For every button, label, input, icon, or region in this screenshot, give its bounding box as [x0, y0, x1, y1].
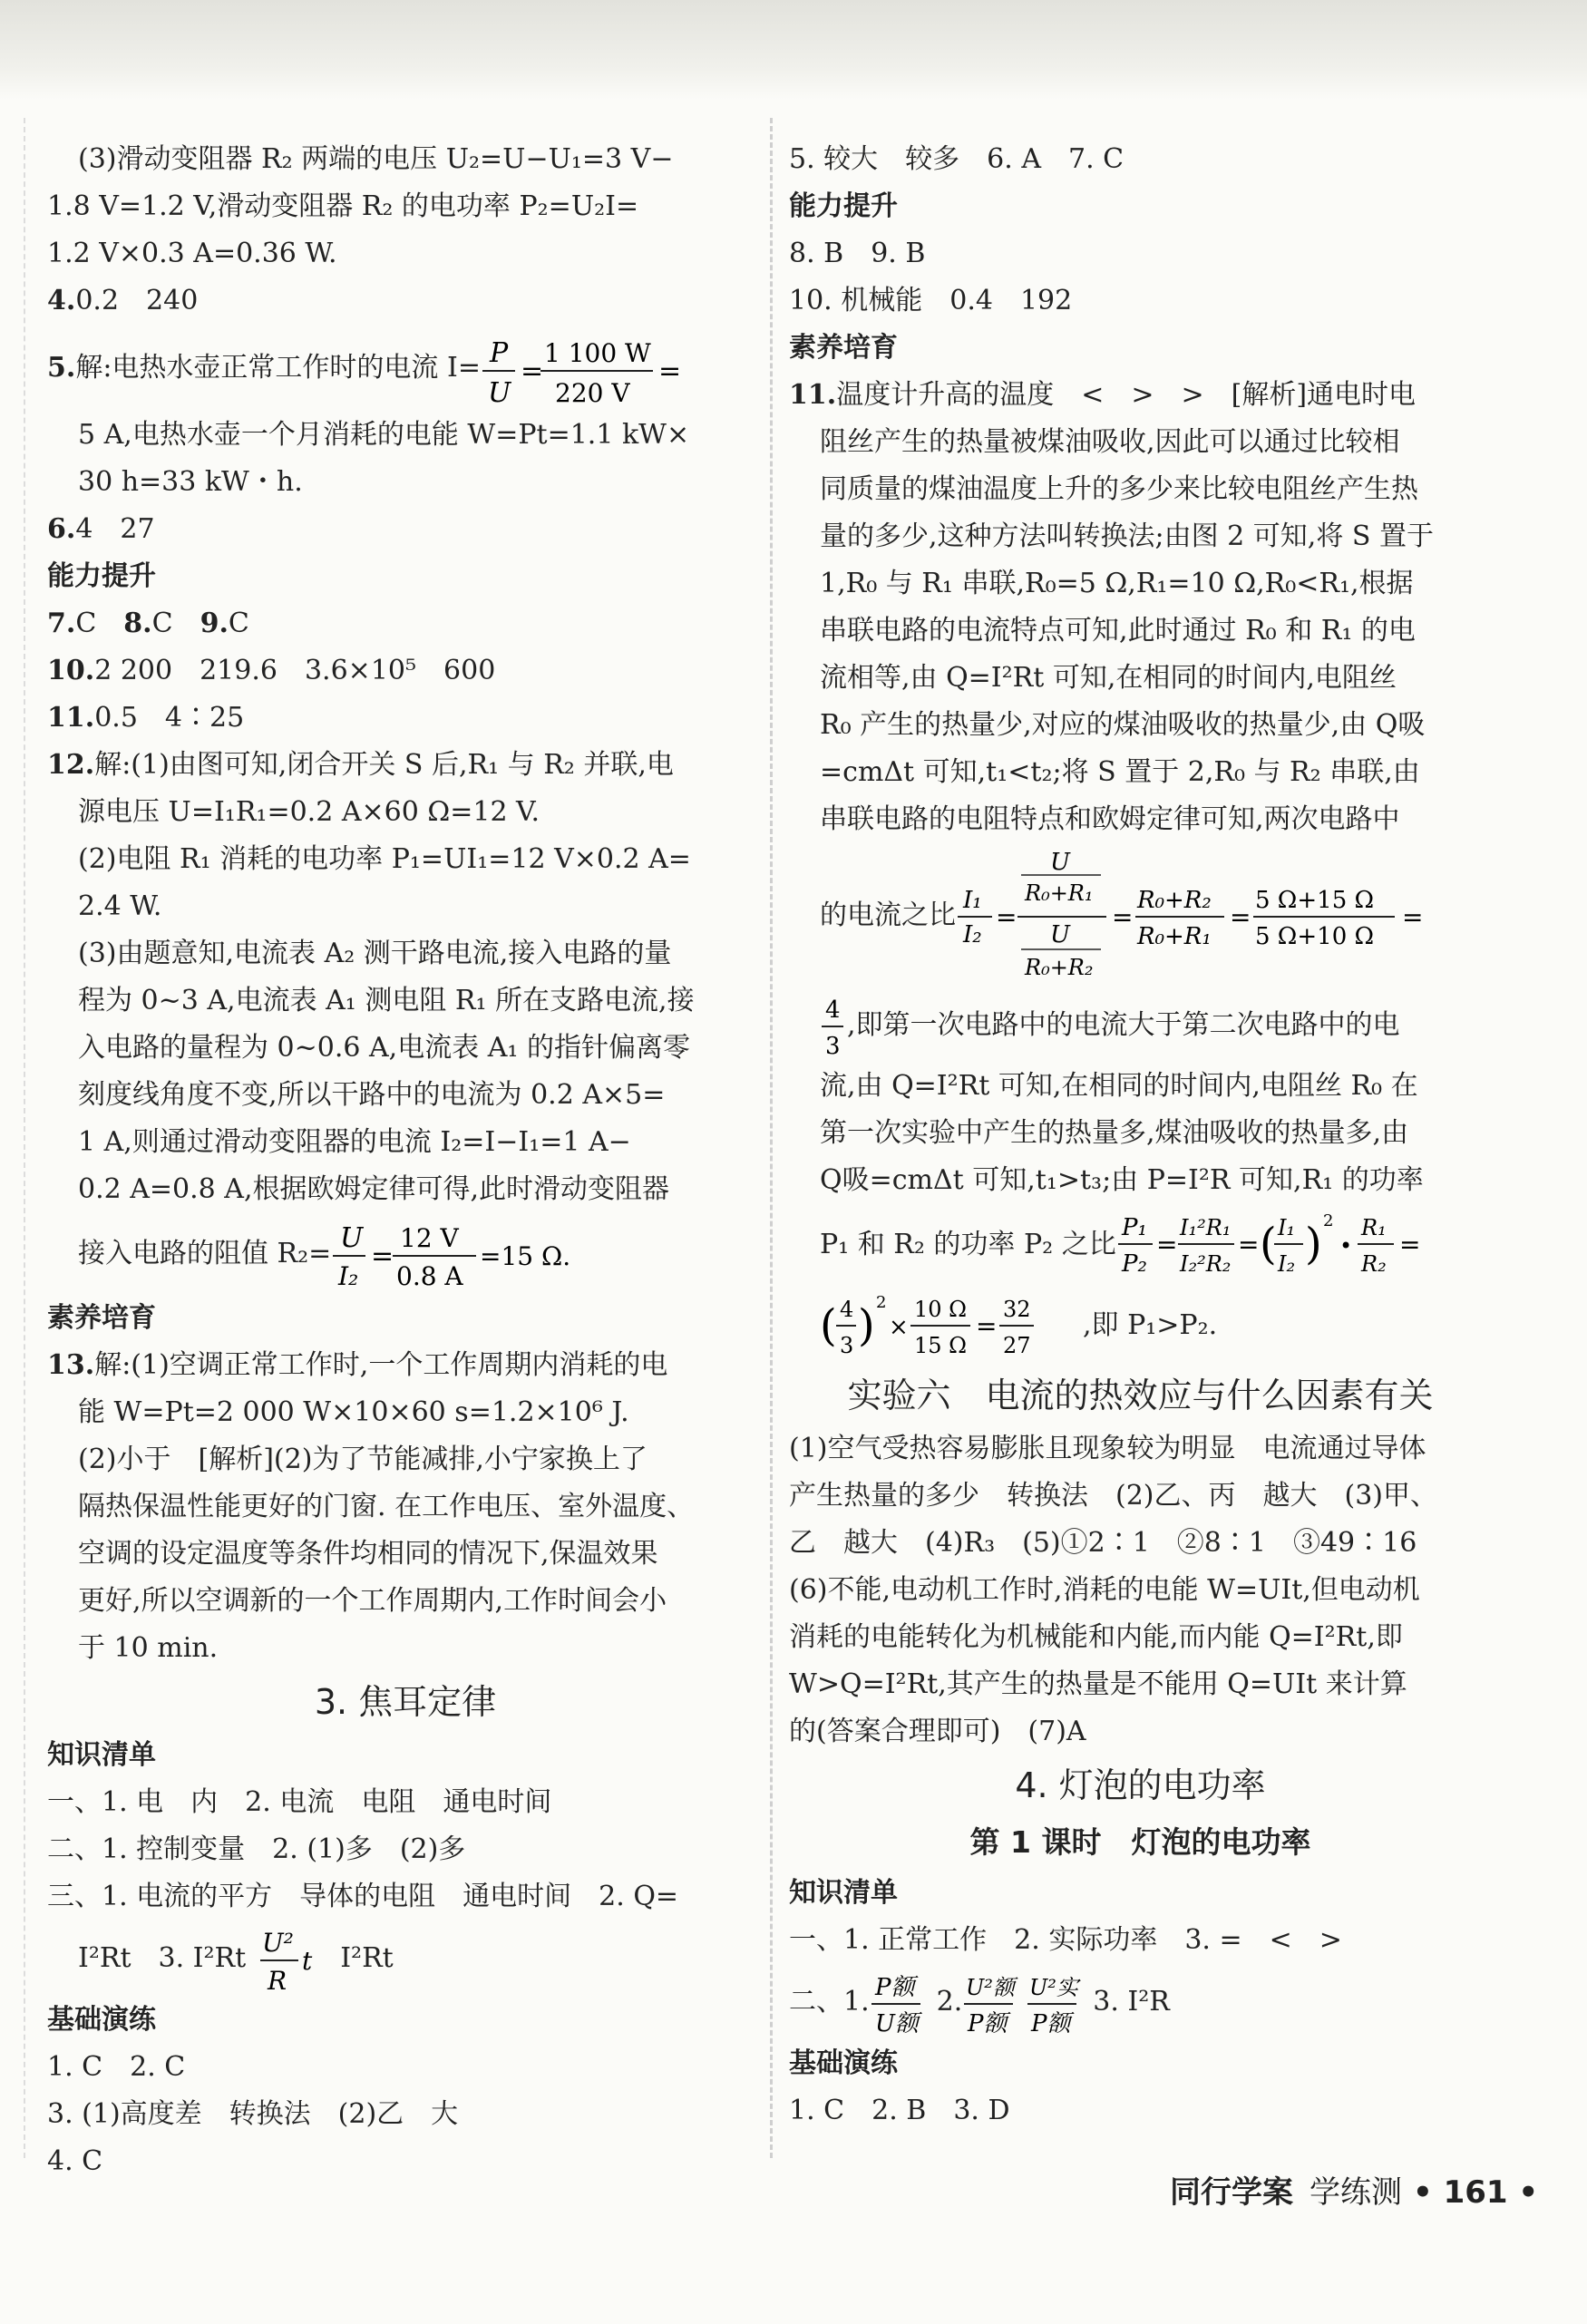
answer-line: 阻丝产生的热量被煤油吸收,因此可以通过比较相 — [820, 426, 1400, 458]
resistance-actual-fraction — [1026, 1966, 1080, 2038]
svg-text:0.8 A: 0.8 A — [396, 1261, 463, 1291]
svg-text:=: = — [976, 1311, 998, 1341]
answer-line: 8. B 9. B — [789, 238, 926, 269]
answer-line: 同质量的煤油温度上升的多少来比较电阻丝产生热 — [820, 473, 1418, 505]
experiment-line: (1)空气受热容易膨胀且现象较为明显 电流通过导体 — [789, 1433, 1426, 1464]
fraction-4-3 — [820, 990, 847, 1061]
svg-text:=: = — [1402, 902, 1424, 932]
svg-text:P额: P额 — [1031, 2010, 1071, 2037]
answer-4: 4.0.2 240 — [47, 285, 199, 316]
answer-line: 1.8 V=1.2 V,滑动变阻器 R₂ 的电功率 P₂=U₂I= — [47, 190, 639, 222]
answer-line: =cmΔt 可知,t₁<t₂;将 S 置于 2,R₀ 与 R₂ 串联,由 — [820, 756, 1420, 788]
svg-text:(: ( — [820, 1300, 837, 1351]
answer-line: 空调的设定温度等条件均相同的情况下,保温效果 — [78, 1538, 658, 1570]
svg-text:R₂: R₂ — [1360, 1251, 1387, 1277]
svg-text:R₀+R₁: R₀+R₁ — [1025, 880, 1094, 906]
answer-line: 3. (1)高度差 转换法 (2)乙 大 — [47, 2098, 459, 2130]
svg-text:U²额: U²额 — [966, 1975, 1016, 2000]
svg-text:2: 2 — [1322, 1211, 1334, 1230]
svg-text:=: = — [1398, 1230, 1421, 1259]
answer-line: 5. 较大 较多 6. A 7. C — [789, 143, 1125, 175]
svg-text:R: R — [268, 1966, 287, 1996]
svg-text:R₀+R₂: R₀+R₂ — [1137, 887, 1212, 914]
answer-line: 于 10 min. — [78, 1632, 219, 1664]
svg-text:I₂: I₂ — [963, 921, 982, 948]
svg-text:12 V: 12 V — [400, 1223, 460, 1253]
power-formula — [258, 1922, 331, 1995]
knowledge-line: 一、1. 正常工作 2. 实际功率 3. = < > — [789, 1924, 1342, 1956]
scan-shadow — [0, 0, 1587, 100]
answer-line: 1. C 2. C — [47, 2051, 186, 2083]
knowledge-line: 三、1. 电流的平方 导体的电阻 通电时间 2. Q= — [47, 1881, 679, 1912]
answer-line: 第一次实验中产生的热量多,煤油吸收的热量多,由 — [820, 1117, 1409, 1149]
section-heading: 素养培育 — [47, 1302, 156, 1334]
answer-line: 串联电路的电阻特点和欧姆定律可知,两次电路中 — [820, 803, 1400, 835]
svg-text:U: U — [1050, 849, 1070, 876]
svg-text:R₁: R₁ — [1360, 1215, 1387, 1240]
section-title: 实验六 电流的热效应与什么因素有关 — [847, 1376, 1434, 1415]
answer-10: 10.2 200 219.6 3.6×10⁵ 600 — [47, 655, 496, 686]
answer-5-formula: 5. 解:电热水壶正常工作时的电流 I= P U = 1 100 W 220 V = — [47, 325, 764, 412]
section-heading: 知识清单 — [47, 1739, 156, 1771]
svg-text:=15 Ω.: =15 Ω. — [480, 1241, 571, 1271]
knowledge-line: 一、1. 电 内 2. 电流 电阻 通电时间 — [47, 1786, 552, 1818]
section-heading: 基础演练 — [47, 2004, 156, 2036]
svg-text:I₂: I₂ — [338, 1261, 359, 1291]
svg-text:I₂²R₂: I₂²R₂ — [1179, 1251, 1232, 1277]
svg-text:R₀+R₂: R₀+R₂ — [1025, 955, 1094, 980]
svg-text:I₁: I₁ — [963, 887, 982, 914]
right-column — [789, 136, 1492, 2134]
svg-text:U²实: U²实 — [1029, 1975, 1079, 2000]
answer-line: 更好,所以空调新的一个工作周期内,工作时间会小 — [78, 1585, 667, 1617]
answer-line: 能 W=Pt=2 000 W×10×60 s=1.2×10⁶ J. — [78, 1396, 629, 1428]
answer-line: (2)电阻 R₁ 消耗的电功率 P₁=UI₁=12 V×0.2 A= — [78, 843, 691, 875]
svg-text:4: 4 — [825, 997, 841, 1024]
svg-text:I₁: I₁ — [1277, 1215, 1295, 1240]
svg-text:): ) — [858, 1300, 875, 1351]
answer-line: R₀ 产生的热量少,对应的煤油吸收的热量少,由 Q吸 — [820, 709, 1426, 741]
binding-line — [24, 118, 25, 2158]
svg-text:15 Ω: 15 Ω — [914, 1333, 968, 1358]
answer-line: 1.2 V×0.3 A=0.36 W. — [47, 238, 337, 269]
answer-line: 2.4 W. — [78, 890, 162, 922]
svg-text:3: 3 — [840, 1333, 854, 1358]
power-ratio-formula: P₁ 和 R₂ 的功率 P₂ 之比 P₁ P₂ = I₁²R₁ I₂²R₂ = ( I₁ I₂ ) 2 • R₁ R₂ = — [789, 1204, 1492, 1286]
fraction-num: 1 100 W — [543, 338, 651, 368]
experiment-line: (6)不能,电动机工作时,消耗的电能 W=UIt,但电动机 — [789, 1574, 1420, 1606]
fraction-num: P — [489, 337, 509, 369]
answer-11: 11.温度计升高的温度 < > > [解析]通电时电 — [789, 379, 1417, 411]
svg-text:=: = — [1230, 902, 1251, 932]
svg-text:27: 27 — [1003, 1333, 1031, 1358]
section-heading: 知识清单 — [789, 1877, 898, 1909]
section-heading: 素养培育 — [789, 332, 898, 364]
answer-line: 流,由 Q=I²Rt 可知,在相同的时间内,电阻丝 R₀ 在 — [820, 1070, 1418, 1102]
svg-text:2: 2 — [876, 1293, 887, 1312]
resistance-rated-fraction — [962, 1966, 1017, 2038]
svg-text:U²: U² — [262, 1928, 295, 1958]
section-title: 3. 焦耳定律 — [314, 1682, 497, 1722]
answer-line: 1. C 2. B 3. D — [789, 2095, 1010, 2126]
series-name: 学练测 — [1310, 2174, 1402, 2211]
svg-text:=: = — [1112, 902, 1134, 932]
current-ratio — [956, 848, 1464, 984]
answer-line: 量的多少,这种方法叫转换法;由图 2 可知,将 S 置于 — [820, 520, 1434, 552]
answer-line: 1 A,则通过滑动变阻器的电流 I₂=I−I₁=1 A− — [78, 1126, 631, 1158]
fraction-den: U — [487, 377, 511, 409]
answer-line: 30 h=33 kW・h. — [78, 466, 303, 498]
final-ratio-formula: ( 4 3 ) 2 × 10 Ω 15 Ω = 32 27 ,即 P₁>P₂. — [789, 1286, 1492, 1366]
section-heading: 基础演练 — [789, 2047, 898, 2079]
answer-line: 流相等,由 Q=I²Rt 可知,在相同的时间内,电阻丝 — [820, 662, 1397, 694]
answer-line: 5 A,电热水壶一个月消耗的电能 W=Pt=1.1 kW× — [78, 419, 690, 451]
page-footer — [1170, 2167, 1538, 2212]
answer-12: 12.解:(1)由图可知,闭合开关 S 后,R₁ 与 R₂ 并联,电 — [47, 749, 674, 781]
resistance-formula — [331, 1216, 571, 1292]
svg-text:=: = — [520, 355, 544, 387]
knowledge-line: 二、1. 控制变量 2. (1)多 (2)多 — [47, 1833, 466, 1865]
answer-12-formula: 接入电路的阻值 R₂= U I₂ = 12 V 0.8 A =15 Ω. — [47, 1213, 764, 1295]
answer-line: 1,R₀ 与 R₁ 串联,R₀=5 Ω,R₁=10 Ω,R₀<R₁,根据 — [820, 568, 1414, 599]
svg-text:t: t — [302, 1946, 313, 1976]
answer-line: 4. C — [47, 2145, 103, 2177]
svg-text:I₁²R₁: I₁²R₁ — [1179, 1215, 1232, 1240]
experiment-line: W>Q=I²Rt,其产生的热量是不能用 Q=UIt 来计算 — [789, 1668, 1407, 1700]
svg-text:=: = — [657, 355, 682, 387]
svg-text:U: U — [340, 1222, 364, 1254]
answer-line: 串联电路的电流特点可知,此时通过 R₀ 和 R₁ 的电 — [820, 615, 1416, 647]
power-ratio — [1116, 1206, 1434, 1284]
left-column — [47, 136, 764, 2185]
svg-text:U: U — [1050, 921, 1070, 948]
svg-text:=: = — [1237, 1230, 1260, 1259]
answer-line: 源电压 U=I₁R₁=0.2 A×60 Ω=12 V. — [78, 796, 540, 828]
svg-text:5 Ω+10 Ω: 5 Ω+10 Ω — [1255, 923, 1375, 950]
experiment-line: 的(答案合理即可) (7)A — [789, 1716, 1086, 1747]
answer-line: 入电路的量程为 0~0.6 A,电流表 A₁ 的指针偏离零 — [78, 1032, 690, 1064]
answer-line: 0.2 A=0.8 A,根据欧姆定律可得,此时滑动变阻器 — [78, 1173, 670, 1205]
answer-11: 11.0.5 4∶25 — [47, 702, 245, 734]
lesson-title: 第 1 课时 灯泡的电功率 — [969, 1824, 1311, 1860]
final-ratio — [820, 1288, 1083, 1364]
page-number: • 161 • — [1413, 2174, 1539, 2211]
svg-text:=: = — [1155, 1230, 1178, 1259]
svg-text:U额: U额 — [874, 2010, 919, 2037]
svg-text:=: = — [371, 1240, 394, 1272]
current-rated-fraction — [870, 1966, 924, 2038]
svg-text:P₁: P₁ — [1121, 1214, 1147, 1241]
brand-name: 同行学案 — [1170, 2174, 1293, 2211]
answer-line: Q吸=cmΔt 可知,t₁>t₃;由 P=I²R 可知,R₁ 的功率 — [820, 1164, 1424, 1196]
column-divider — [770, 118, 773, 2158]
answer-line: 刻度线角度不变,所以干路中的电流为 0.2 A×5= — [78, 1079, 666, 1111]
answer-line: 程为 0~3 A,电流表 A₁ 测电阻 R₁ 所在支路电流,接 — [78, 985, 695, 1016]
section-title: 4. 灯泡的电功率 — [1015, 1765, 1266, 1805]
svg-text:10 Ω: 10 Ω — [914, 1297, 968, 1322]
experiment-line: 产生热量的多少 转换法 (2)乙、丙 越大 (3)甲、 — [789, 1480, 1437, 1512]
knowledge-formula: 二、1. P额 U额 2. U²额 P额 U²实 P额 3. I²R — [789, 1964, 1492, 2040]
svg-text:): ) — [1304, 1219, 1322, 1269]
answer-line: 10. 机械能 0.4 192 — [789, 285, 1073, 316]
answer-line: (3)滑动变阻器 R₂ 两端的电压 U₂=U−U₁=3 V− — [78, 143, 674, 175]
svg-text:I₂: I₂ — [1277, 1251, 1295, 1277]
svg-text:(: ( — [1259, 1219, 1277, 1269]
svg-text:P额: P额 — [968, 2010, 1008, 2037]
answer-6: 6.4 27 — [47, 513, 155, 545]
svg-text:4: 4 — [840, 1297, 854, 1322]
fraction-den: 220 V — [554, 378, 630, 408]
section-heading: 能力提升 — [47, 560, 156, 592]
ratio-result-line: 4 3 ,即第一次电路中的电流大于第二次电路中的电 — [789, 988, 1492, 1063]
svg-text:×: × — [889, 1314, 909, 1341]
svg-text:32: 32 — [1003, 1297, 1031, 1322]
svg-text:=: = — [996, 902, 1017, 932]
answers-7-9: 7.C 8.C 9.C — [47, 608, 249, 639]
section-heading: 能力提升 — [789, 190, 898, 222]
svg-text:P₂: P₂ — [1121, 1250, 1147, 1278]
answer-line: (3)由题意知,电流表 A₂ 测干路电流,接入电路的量 — [78, 938, 672, 969]
current-ratio-formula: 的电流之比 I₁ I₂ = U R₀+R₁ U R₀+R₂ = R₀+R₂ R₀+R₁ = 5 Ω+15 Ω 5 Ω+10 Ω = — [789, 843, 1492, 988]
svg-text:5 Ω+15 Ω: 5 Ω+15 Ω — [1255, 887, 1375, 914]
svg-text:R₀+R₁: R₀+R₁ — [1137, 923, 1212, 950]
answer-13: 13.解:(1)空调正常工作时,一个工作周期内消耗的电 — [47, 1349, 668, 1381]
experiment-line: 乙 越大 (4)R₃ (5)①2∶1 ②8∶1 ③49∶16 — [789, 1527, 1417, 1559]
knowledge-formula: I²Rt 3. I²Rt U² R t I²Rt — [47, 1920, 764, 1997]
svg-text:•: • — [1339, 1233, 1352, 1259]
experiment-line: 消耗的电能转化为机械能和内能,而内能 Q=I²Rt,即 — [789, 1621, 1403, 1653]
svg-text:3: 3 — [825, 1033, 841, 1060]
answer-line: 隔热保温性能更好的门窗. 在工作电压、室外温度、 — [78, 1491, 695, 1522]
svg-text:P额: P额 — [874, 1974, 915, 2001]
answer-line: (2)小于 [解析](2)为了节能减排,小宁家换上了 — [78, 1444, 647, 1475]
current-formula — [481, 327, 680, 409]
